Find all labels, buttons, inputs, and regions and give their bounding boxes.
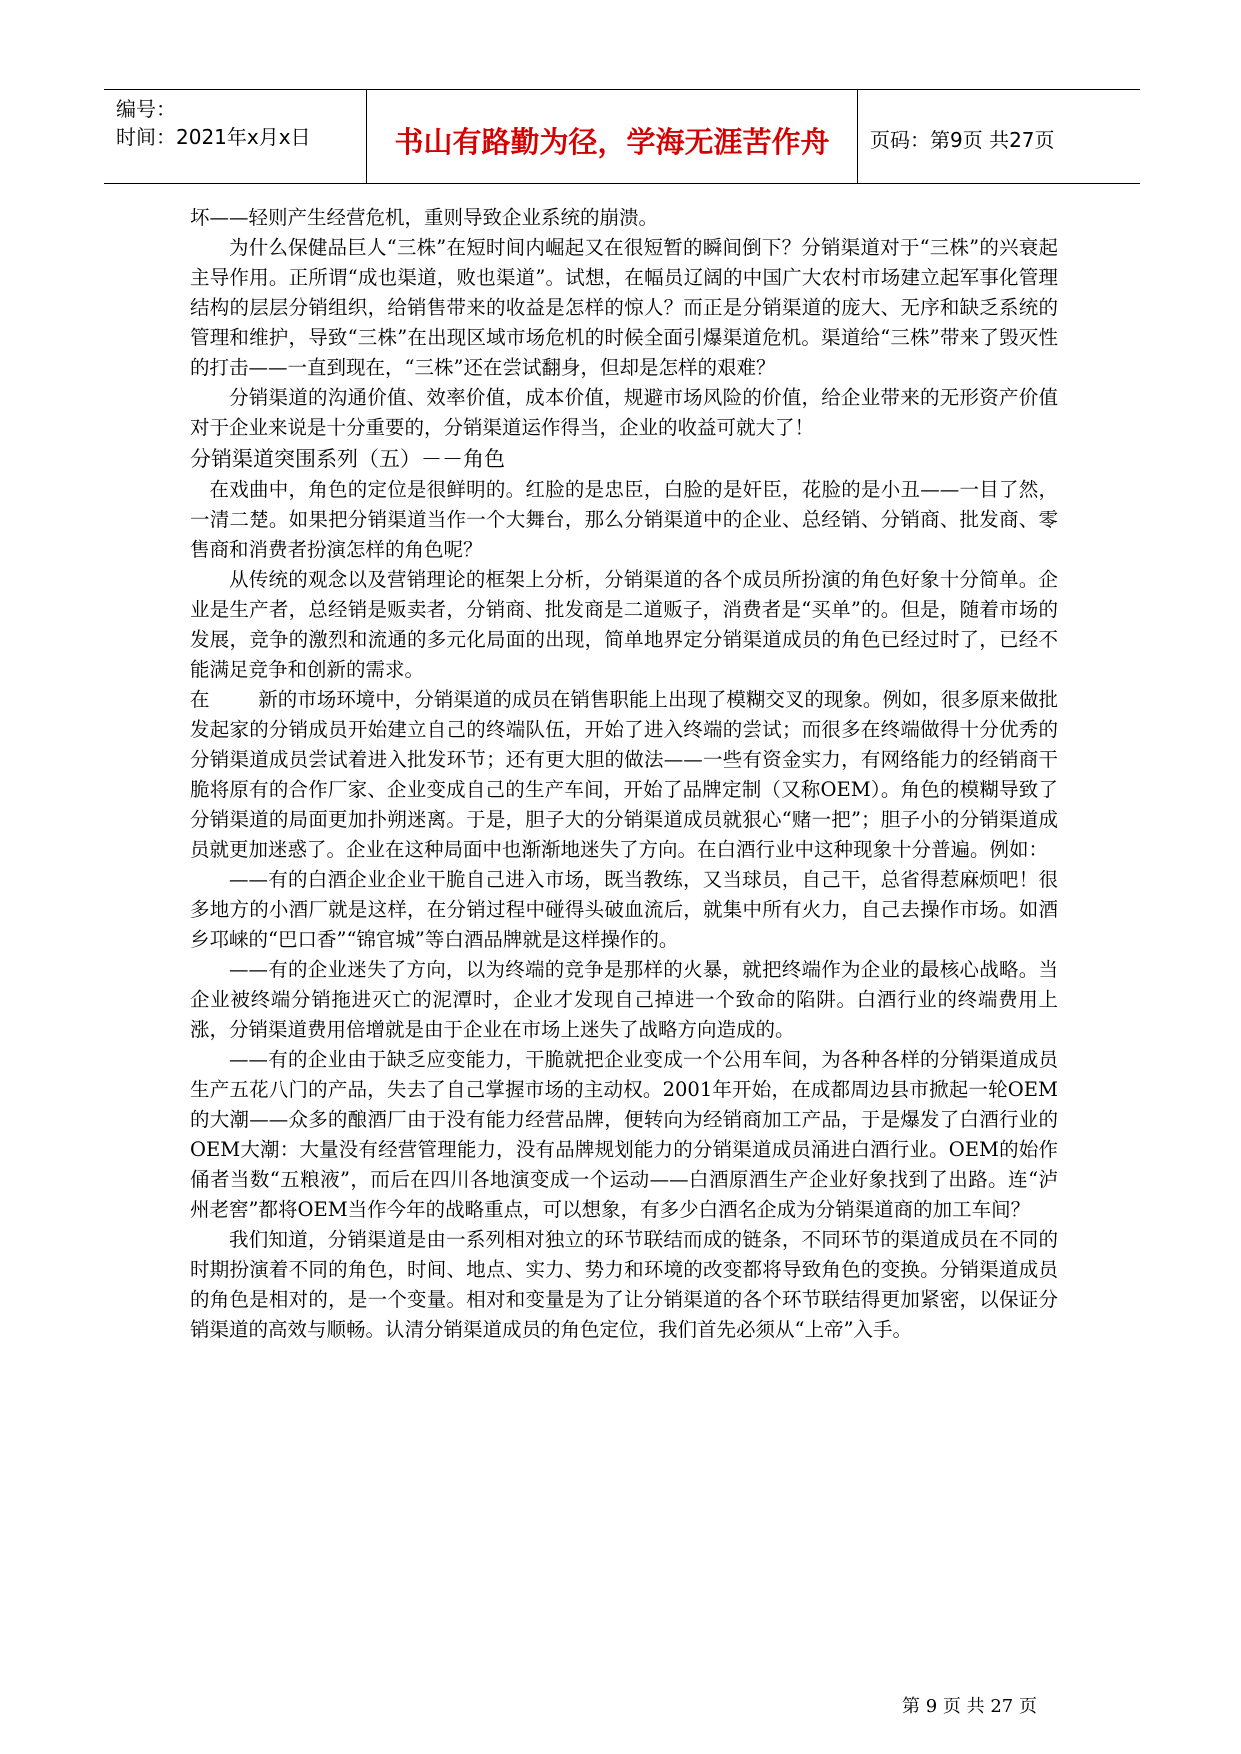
footer-page-number: 第 9 页 共 27 页 xyxy=(902,1696,1037,1717)
paragraph: 为什么保健品巨人“三株”在短时间内崛起又在很短暂的瞬间倒下？分销渠道对于“三株”的兴衰起主导作用。正所谓“成也渠道，败也渠道”。试想，在幅员辽阔的中国广大农村市场建立起军事化管理结构的层层分销组织，给销售带来的收益是怎样的惊人？而正是分销渠道的庞大、无序和缺乏系统的管理和维护，导致“三株”在出现区域市场危机的时候全面引爆渠道危机。渠道给“三株”带来了毁灭性的打击——一直到现在，“三株”还在尝试翻身，但却是怎样的艰难？ xyxy=(190,236,1058,379)
paragraph: ——有的企业迷失了方向，以为终端的竞争是那样的火暴，就把终端作为企业的最核心战略。当企业被终端分销拖进灭亡的泥潭时，企业才发现自己掉进一个致命的陷阱。白酒行业的终端费用上涨，分销渠道费用倍增就是由于企业在市场上迷失了战略方向造成的。 xyxy=(190,958,1058,1041)
paragraph: ——有的白酒企业企业干脆自己进入市场，既当教练，又当球员，自己干，总省得惹麻烦吧！很多地方的小酒厂就是这样，在分销过程中碰得头破血流后，就集中所有火力，自己去操作市场。如酒乡邛崃的“巴口香”“锦官城”等白酒品牌就是这样操作的。 xyxy=(190,868,1058,951)
paragraph: 从传统的观念以及营销理论的框架上分析，分销渠道的各个成员所扮演的角色好象十分简单。企业是生产者，总经销是贩卖者，分销商、批发商是二道贩子，消费者是“买单”的。但是，随着市场的发展，竞争的激烈和流通的多元化局面的出现，简单地界定分销渠道成员的角色已经过时了，已经不能满足竞争和创新的需求。 xyxy=(190,568,1058,681)
paragraph: ——有的企业由于缺乏应变能力，干脆就把企业变成一个公用车间，为各种各样的分销渠道成员生产五花八门的产品，失去了自己掌握市场的主动权。2001年开始，在成都周边县市掀起一轮OEM的大潮——众多的酿酒厂由于没有能力经营品牌，便转向为经销商加工产品，于是爆发了白酒行业的OEM大潮：大量没有经营管理能力，没有品牌规划能力的分销渠道成员涌进白酒行业。OEM的始作俑者当数“五粮液”，而后在四川各地演变成一个运动——白酒原酒生产企业好象找到了出路。连“泸州老窖”都将OEM当作今年的战略重点，可以想象，有多少白酒名企成为分销渠道商的加工车间？ xyxy=(190,1048,1058,1221)
paragraph xyxy=(190,685,1058,865)
paragraph-lead-char: 在 xyxy=(190,688,210,711)
header-number-label: 编号： xyxy=(116,97,176,121)
paragraph: 在戏曲中，角色的定位是很鲜明的。红脸的是忠臣，白脸的是奸臣，花脸的是小丑——一目了然，一清二楚。如果把分销渠道当作一个大舞台，那么分销渠道中的企业、总经销、分销商、批发商、零售商和消费者扮演怎样的角色呢？ xyxy=(190,478,1058,561)
section-heading: 分销渠道突围系列（五）－－角色 xyxy=(190,447,505,471)
header-bottom-rule xyxy=(104,183,1140,184)
paragraph: 坏——轻则产生经营危机，重则导致企业系统的崩溃。 xyxy=(190,206,659,229)
paragraph-text: 新的市场环境中，分销渠道的成员在销售职能上出现了模糊交叉的现象。例如，很多原来做批发起家的分销成员开始建立自己的终端队伍，开始了进入终端的尝试；而很多在终端做得十分优秀的分销渠道成员尝试着进入批发环节；还有更大胆的做法——一些有资金实力，有网络能力的经销商干脆将原有的合作厂家、企业变成自己的生产车间，开始了品牌定制（又称OEM）。角色的模糊导致了分销渠道的局面更加扑朔迷离。于是，胆子大的分销渠道成员就狠心“赌一把”；胆子小的分销渠道成员就更加迷惑了。企业在这种局面中也渐渐地迷失了方向。在白酒行业中这种现象十分普遍。例如： xyxy=(190,688,1058,861)
header-divider-right xyxy=(857,89,858,183)
header-top-rule xyxy=(104,89,1140,90)
header-time-label: 时间：2021年x月x日 xyxy=(116,125,311,149)
paragraph: 我们知道，分销渠道是由一系列相对独立的环节联结而成的链条，不同环节的渠道成员在不同的时期扮演着不同的角色，时间、地点、实力、势力和环境的改变都将导致角色的变换。分销渠道成员的角色是相对的，是一个变量。相对和变量是为了让分销渠道的各个环节联结得更加紧密，以保证分销渠道的高效与顺畅。认清分销渠道成员的角色定位，我们首先必须从“上帝”入手。 xyxy=(190,1228,1058,1341)
header-motto: 书山有路勤为径，学海无涯苦作舟 xyxy=(394,125,830,159)
paragraph: 分销渠道的沟通价值、效率价值，成本价值，规避市场风险的价值，给企业带来的无形资产价值对于企业来说是十分重要的，分销渠道运作得当，企业的收益可就大了！ xyxy=(190,386,1058,439)
header-page-label: 页码：第9页 共27页 xyxy=(870,128,1055,152)
document-body xyxy=(190,203,1058,1345)
